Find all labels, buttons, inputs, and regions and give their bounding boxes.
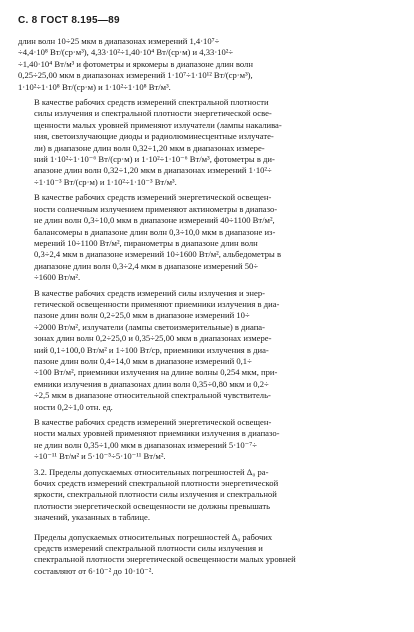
text-line: В качестве рабочих средств измерений спектральной плотности	[34, 97, 269, 108]
text-line: ÷10⁻¹¹ Вт/м² и 5·10⁻⁵÷5·10⁻¹¹ Вт/м².	[34, 451, 166, 462]
paragraph	[18, 97, 398, 188]
paragraph	[18, 192, 398, 283]
text-line: не длин волн 0,3÷10,0 мкм в диапазоне измерений 40÷1100 Вт/м²,	[34, 215, 275, 226]
text-line: 0,25÷25,00 мкм в диапазонах измерений 1·10⁷÷1·10¹² Вт/(ср·м³),	[18, 70, 253, 81]
text-line: зонах длин волн 0,2÷25,0 и 0,35÷25,00 мкм в диапазонах измере-	[34, 333, 272, 344]
text-line: диапазоне длин волн 0,3÷2,4 мкм в диапазоне измерений 50÷	[34, 260, 259, 271]
text-line: яркости, спектральной плотности силы излучения и спектральной	[34, 489, 277, 500]
text-line: щенности малых уровней применяют излучатели (лампы накалива-	[34, 119, 282, 130]
text-line: емники излучения в диапазонах длин волн 0,35÷0,80 мкм и 0,2÷	[34, 378, 269, 389]
text-line: мерений 10÷1100 Вт/м², пиранометры в диапазоне длин волн	[34, 237, 258, 248]
text-line: составляют от 6·10⁻² до 10·10⁻².	[34, 565, 154, 576]
paragraph	[18, 417, 398, 463]
text-line: силы излучения и спектральной плотности энергетической осве-	[34, 108, 272, 119]
text-line: балансомеры в диапазоне длин волн 0,3÷10,0 мкм в диапазоне из-	[34, 226, 276, 237]
paragraph	[18, 467, 398, 524]
text-line: ности 0,2÷1,0 отн. ед.	[34, 401, 113, 412]
doc-id: ГОСТ 8.195—89	[40, 15, 120, 26]
text-line: ли) в диапазоне длин волн 0,32÷1,20 мкм в диапазонах измере-	[34, 142, 265, 153]
text-line: ÷1600 Вт/м².	[34, 272, 81, 283]
text-line: ÷4,4·10⁸ Вт/(ср·м³), 4,33·10²÷1,40·10⁴ Вт/(ср·м) и 4,33·10²÷	[18, 47, 234, 58]
text-line: ний 1·10²÷1·10⁻⁶ Вт/(ср·м) и 1·10²÷1·10⁻⁶ Вт/м³, фотометры в ди-	[34, 154, 275, 165]
text-line: 1·10²÷1·10⁸ Вт/(ср·м) и 1·10²÷1·10⁸ Вт/м³.	[18, 81, 171, 92]
paragraph	[18, 288, 398, 413]
paragraph	[18, 36, 398, 93]
text-line: не длин волн 0,35÷1,00 мкм в диапазонах измерений 5·10⁻⁷÷	[34, 439, 257, 450]
text-line: пазоне длин волн 0,4÷14,0 мкм в диапазоне измерений 0,1÷	[34, 355, 252, 366]
text-line: значений, указанных в таблице.	[34, 512, 150, 523]
page-header	[18, 14, 398, 28]
text-line: гетической освещенности применяют приемники излучения в диа-	[34, 298, 280, 309]
page-number: С. 8	[18, 15, 38, 26]
paragraph	[18, 532, 398, 578]
body-text	[18, 36, 398, 577]
text-line: апазоне длин волн 0,32÷1,20 мкм в диапазонах измерений 1·10²÷	[34, 165, 272, 176]
text-line: ности малых уровней применяют приемники излучения в диапазо-	[34, 428, 280, 439]
text-line: 3.2. Пределы допускаемых относительных погрешностей Δ₀ ра-	[34, 466, 269, 477]
text-line: бочих средств измерений спектральной плотности энергетической	[34, 478, 279, 489]
text-line: длин волн 10÷25 мкм в диапазонах измерений 1,4·10⁷÷	[18, 36, 220, 46]
text-line: В качестве рабочих средств измерений энергетической освещен-	[34, 192, 272, 203]
text-line: ÷2,5 мкм в диапазоне относительной спектральной чувствитель-	[34, 390, 271, 401]
text-line: плотности энергетической освещенности не должны превышать	[34, 500, 271, 511]
text-line: 0,3÷2,4 мкм в диапазоне измерений 10÷1600 Вт/м², альбедометры в	[34, 249, 282, 260]
text-line: ÷100 Вт/м², приемники излучения на длине волны 0,254 мкм, при-	[34, 367, 278, 378]
text-line: ÷2000 Вт/м², излучатели (лампы светоизмерительные) в диапа-	[34, 321, 265, 332]
text-line: В качестве рабочих средств измерений энергетической освещен-	[34, 417, 272, 427]
text-line: ÷1·10⁻³ Вт/(ср·м) и 1·10²÷1·10⁻³ Вт/м³.	[34, 176, 177, 187]
text-line: пазоне длин волн 0,2÷25,0 мкм в диапазоне измерений 10÷	[34, 310, 250, 321]
text-line: В качестве рабочих средств измерений силы излучения и энер-	[34, 287, 265, 298]
text-line: спектральной плотности энергетической освещенности малых уровней	[34, 554, 296, 565]
text-line: Пределы допускаемых относительных погрешностей Δ₀ рабочих	[34, 531, 273, 542]
text-line: ния, светоизлучающие диоды и радиолюминесцентные излучате-	[34, 131, 274, 142]
text-line: ÷1,40·10⁴ Вт/м³ и фотометры и яркомеры в диапазоне длин волн	[18, 58, 253, 69]
text-line: ний 0,1÷100,0 Вт/м² и 1÷100 Вт/ср, приемники излучения в диа-	[34, 344, 269, 355]
document-page	[18, 14, 398, 581]
text-line: ности солнечным излучением применяют актинометры в диапазо-	[34, 203, 278, 214]
text-line: средств измерений спектральной плотности силы излучения и	[34, 543, 263, 554]
